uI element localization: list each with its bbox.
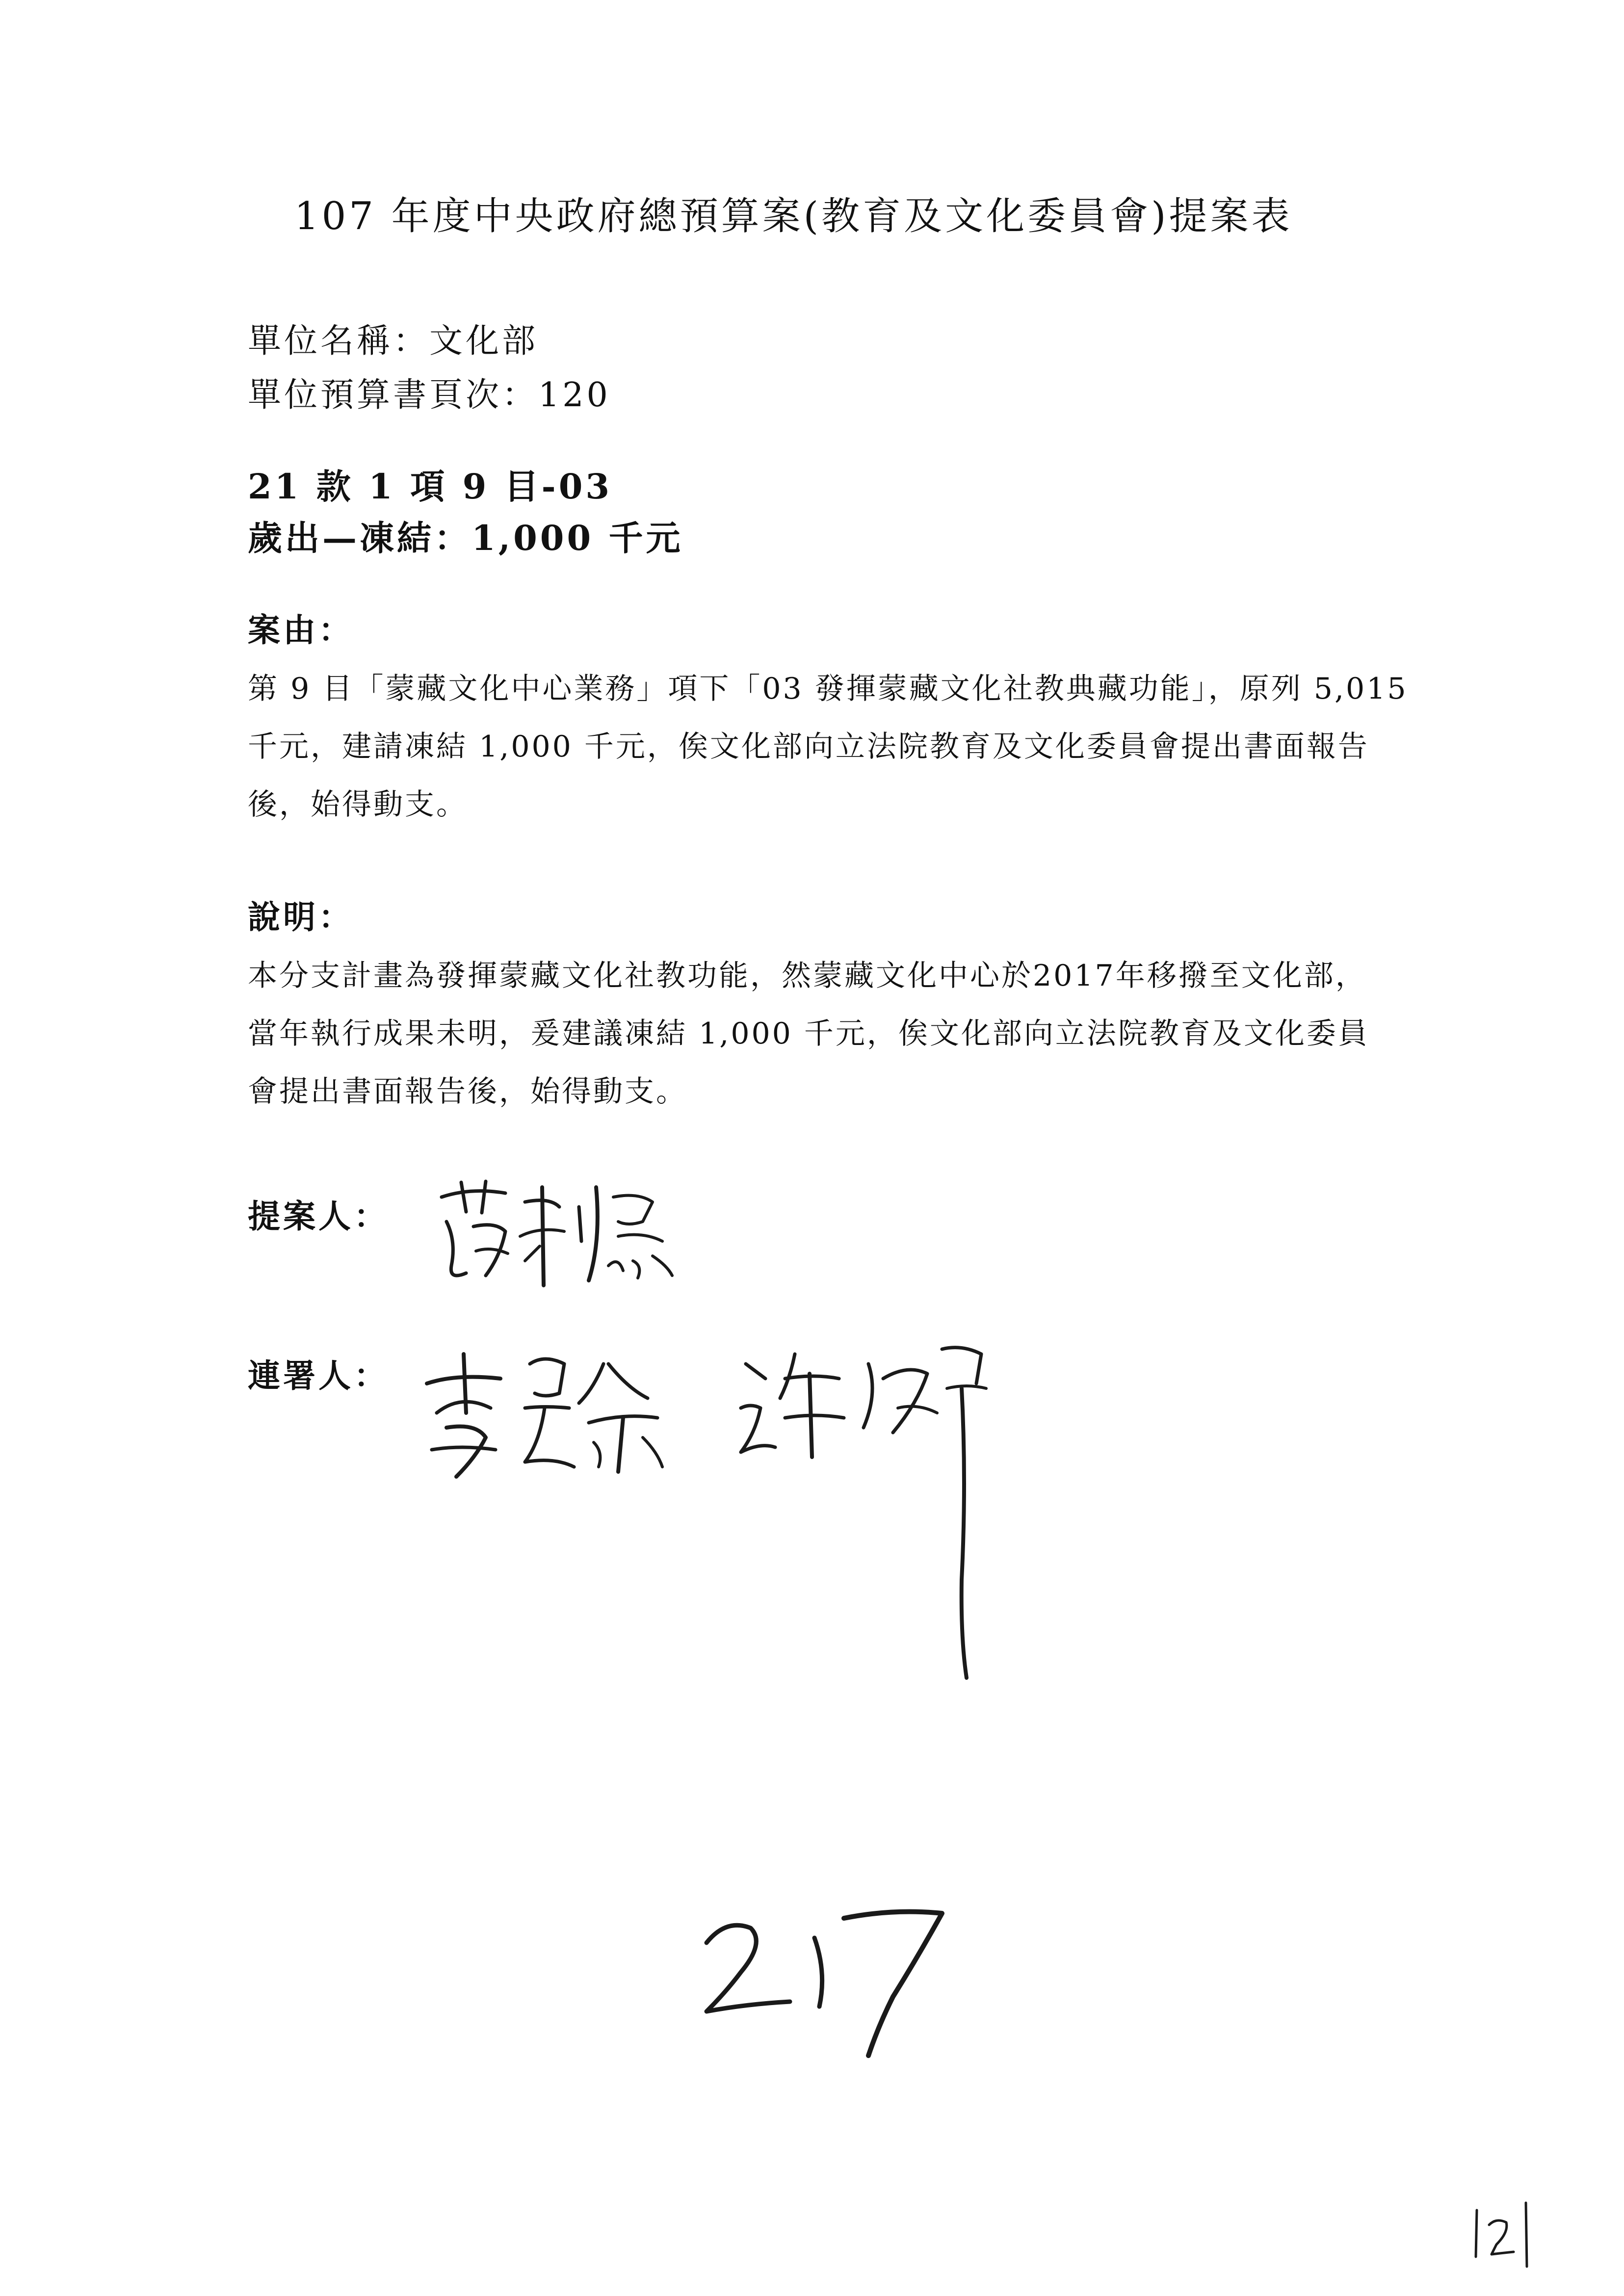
cosigner-signature-1 <box>417 1344 692 1487</box>
reason-line: 第 9 目「蒙藏文化中心業務」項下「03 發揮蒙藏文化社教典藏功能」，原列 5,015 <box>248 672 1408 706</box>
cosigner-label: 連署人： <box>248 1357 389 1395</box>
budget-code: 21 款 1 項 9 目-03 <box>248 466 613 507</box>
handwritten-page-number <box>687 1889 962 2065</box>
reason-line: 後，始得動支。 <box>248 787 468 822</box>
description-line: 會提出書面報告後，始得動支。 <box>248 1074 687 1109</box>
description-line: 本分支計畫為發揮蒙藏文化社教功能，然蒙藏文化中心於2017年移撥至文化部， <box>248 959 1367 993</box>
unit-name: 單位名稱：文化部 <box>248 322 539 361</box>
description-body <box>248 947 1391 1121</box>
freeze-amount: 歲出—凍結：1,000 千元 <box>248 518 683 558</box>
cosigner-signature-2 <box>731 1334 1006 1688</box>
description-heading: 說明： <box>248 898 354 936</box>
document-title: 107 年度中央政府總預算案(教育及文化委員會)提案表 <box>294 194 1293 238</box>
unit-budget-page: 單位預算書頁次：120 <box>248 376 611 415</box>
corner-page-number <box>1467 2198 1541 2271</box>
reason-line: 千元，建請凍結 1,000 千元，俟文化部向立法院教育及文化委員會提出書面報告 <box>248 730 1369 764</box>
reason-heading: 案由： <box>248 611 354 649</box>
proposer-signature <box>427 1168 682 1295</box>
proposer-label: 提案人： <box>248 1197 389 1235</box>
reason-body <box>248 660 1408 834</box>
description-line: 當年執行成果未明，爰建議凍結 1,000 千元，俟文化部向立法院教育及文化委員 <box>248 1017 1369 1051</box>
